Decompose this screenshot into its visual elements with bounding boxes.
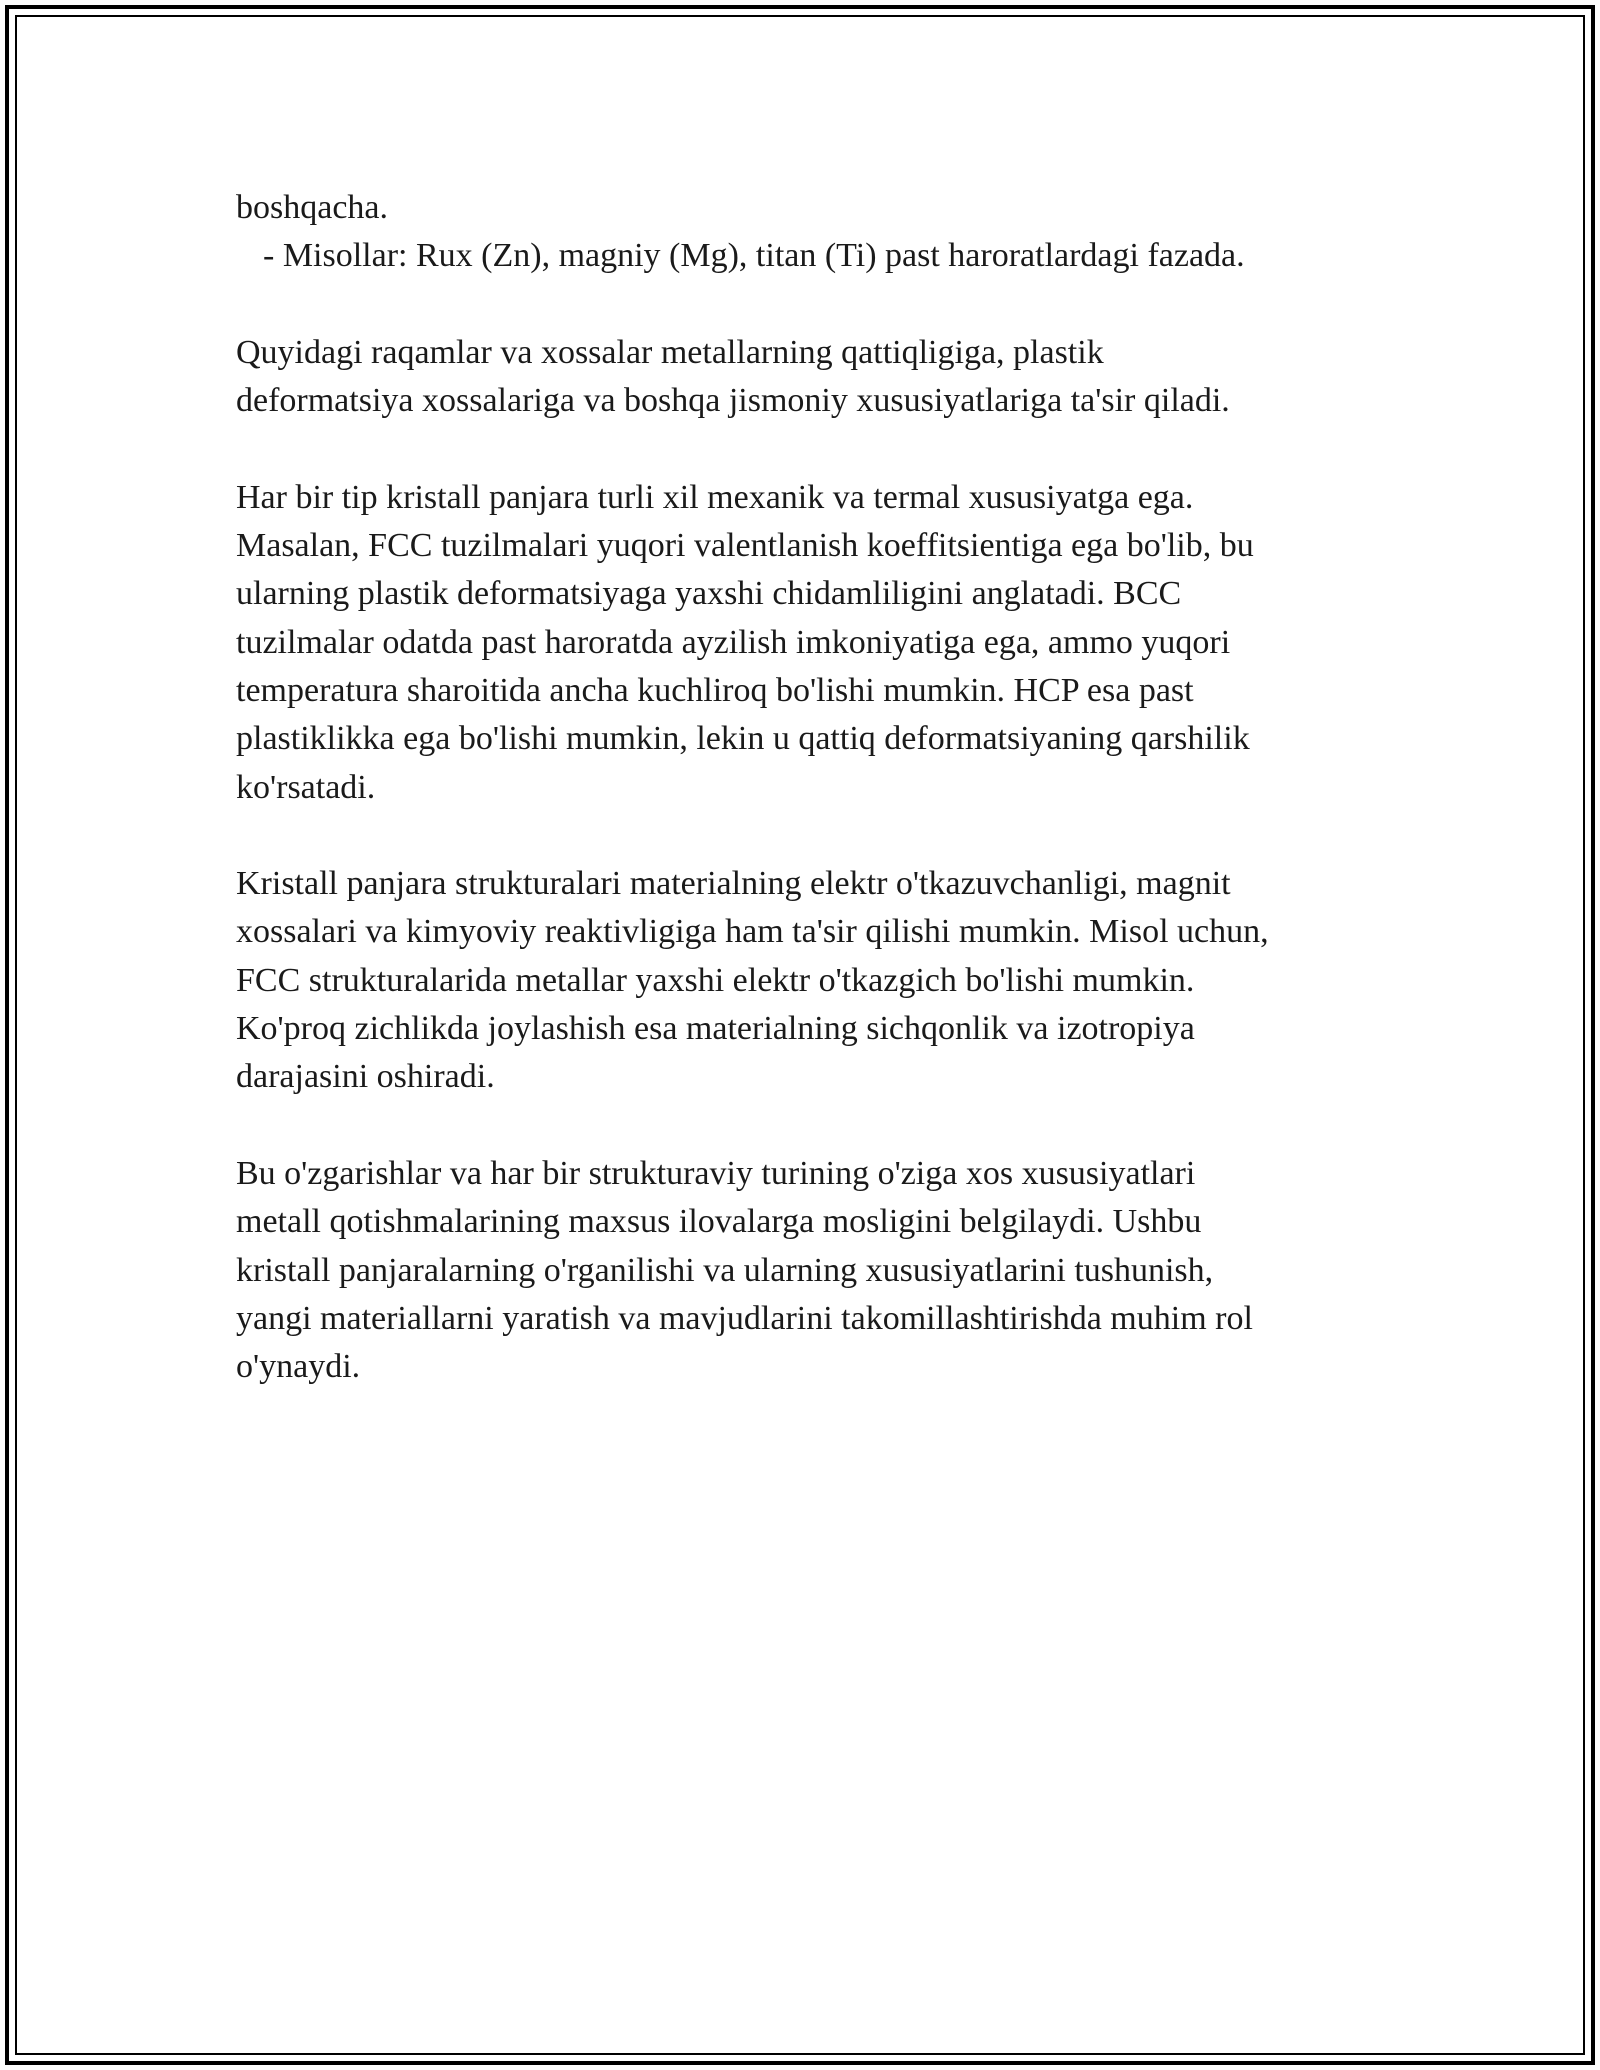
intro-block <box>236 184 1366 281</box>
text-line: tuzilmalar odatda past haroratda ayzilish imkoniyatiga ega, ammo yuqori <box>236 623 1231 661</box>
paragraph <box>236 329 1366 426</box>
text-line: Har bir tip kristall panjara turli xil mexanik va termal xususiyatga ega. <box>236 478 1194 516</box>
text-line: temperatura sharoitida ancha kuchliroq bo'lishi mumkin. HCP esa past <box>236 671 1194 709</box>
text-line: Quyidagi raqamlar va xossalar metallarning qattiqligiga, plastik <box>236 333 1104 371</box>
text-line: o'ynaydi. <box>236 1348 361 1386</box>
text-line: Bu o'zgarishlar va har bir strukturaviy turining o'ziga xos xususiyatlari <box>236 1154 1196 1192</box>
paragraph <box>236 1150 1366 1391</box>
text-line: xossalari va kimyoviy reaktivligiga ham ta'sir qilishi mumkin. Misol uchun, <box>236 913 1269 951</box>
document-body <box>236 184 1366 1391</box>
text-line: kristall panjaralarning o'rganilishi va ularning xususiyatlarini tushunish, <box>236 1251 1214 1289</box>
text-line: boshqacha. <box>236 189 389 226</box>
text-line: ko'rsatadi. <box>236 768 376 806</box>
text-line: Kristall panjara strukturalari materialning elektr o'tkazuvchanligi, magnit <box>236 865 1231 903</box>
text-line: plastiklikka ega bo'lishi mumkin, lekin u qattiq deformatsiyaning qarshilik <box>236 720 1250 758</box>
text-line: Masalan, FCC tuzilmalari yuqori valentlanish koeffitsientiga ega bo'lib, bu <box>236 527 1254 565</box>
text-line: yangi materiallarni yaratish va mavjudlarini takomillashtirishda muhim rol <box>236 1299 1253 1337</box>
text-line: FCC strukturalarida metallar yaxshi elektr o'tkazgich bo'lishi mumkin. <box>236 961 1195 999</box>
text-line: ularning plastik deformatsiyaga yaxshi chidamliligini anglatadi. BCC <box>236 575 1182 613</box>
paragraph <box>236 474 1366 812</box>
text-line: metall qotishmalarining maxsus ilovalarga mosligini belgilaydi. Ushbu <box>236 1203 1202 1241</box>
text-line: Ko'proq zichlikda joylashish esa materialning sichqonlik va izotropiya <box>236 1010 1195 1048</box>
paragraph <box>236 860 1366 1101</box>
bullet-line: - Misollar: Rux (Zn), magniy (Mg), titan (Ti) past haroratlardagi fazada. <box>263 237 1245 275</box>
text-line: darajasini oshiradi. <box>236 1058 495 1096</box>
text-line: deformatsiya xossalariga va boshqa jismoniy xususiyatlariga ta'sir qiladi. <box>236 382 1230 420</box>
